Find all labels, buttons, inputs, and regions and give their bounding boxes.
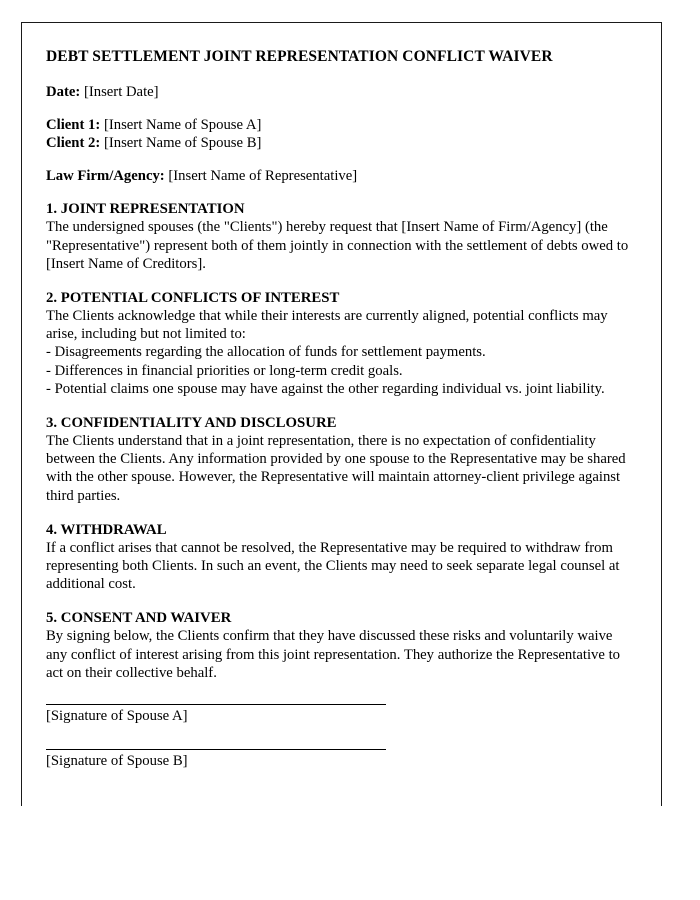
signature-caption: [Signature of Spouse A] xyxy=(46,708,188,725)
signature-block-spouse-a xyxy=(46,704,637,725)
section-body: If a conflict arises that cannot be resolved, the Representative may be required to withdraw from representing both Clients. In such an event, the Clients may need to seek separate legal counsel at additional cost. xyxy=(46,539,620,593)
client2-value: [Insert Name of Spouse B] xyxy=(100,135,262,152)
section-heading: 1. JOINT REPRESENTATION xyxy=(46,201,245,218)
client1-label: Client 1: xyxy=(46,117,101,134)
client1-value: [Insert Name of Spouse A] xyxy=(100,117,262,134)
section-confidentiality xyxy=(46,414,637,505)
firm-line xyxy=(46,167,637,185)
document-content xyxy=(22,23,661,770)
date-block xyxy=(46,83,637,101)
date-line xyxy=(46,83,637,101)
firm-value: [Insert Name of Representative] xyxy=(164,168,358,185)
clients-block xyxy=(46,116,637,152)
section-body: The Clients understand that in a joint representation, there is no expectation of confidentiality between the Clients. Any information provided by one spouse to the Representative may be shared with the other spouse. However, the Representative will maintain attorney-client privilege against third parties. xyxy=(46,433,626,504)
page-title: DEBT SETTLEMENT JOINT REPRESENTATION CONFLICT WAIVER xyxy=(46,48,553,65)
section-withdrawal xyxy=(46,521,637,594)
date-value: [Insert Date] xyxy=(80,84,159,101)
section-body: The undersigned spouses (the "Clients") hereby request that [Insert Name of Firm/Agency] (the "Representative") represent both of them jointly in connection with the settlement of debts owed to [Insert Name of Creditors]. xyxy=(46,219,629,272)
signature-line[interactable] xyxy=(46,749,386,750)
list-item: - Potential claims one spouse may have against the other regarding individual vs. joint liability. xyxy=(46,380,605,397)
section-heading: 3. CONFIDENTIALITY AND DISCLOSURE xyxy=(46,415,337,431)
list-item: - Disagreements regarding the allocation of funds for settlement payments. xyxy=(46,344,486,361)
signature-block-spouse-b xyxy=(46,749,637,770)
section-heading: 4. WITHDRAWAL xyxy=(46,521,167,538)
section-heading: 5. CONSENT AND WAIVER xyxy=(46,610,232,627)
client2-label: Client 2: xyxy=(46,135,101,152)
section-body: The Clients acknowledge that while their interests are currently aligned, potential conflicts may arise, including but not limited to: xyxy=(46,307,608,343)
client2-line xyxy=(46,134,637,152)
section-joint-representation xyxy=(46,200,637,273)
section-consent-waiver xyxy=(46,609,637,682)
section-potential-conflicts xyxy=(46,289,637,398)
date-label: Date: xyxy=(46,84,81,101)
signature-caption: [Signature of Spouse B] xyxy=(46,753,188,770)
signature-line[interactable] xyxy=(46,704,386,705)
section-heading: 2. POTENTIAL CONFLICTS OF INTEREST xyxy=(46,289,340,306)
firm-label: Law Firm/Agency: xyxy=(46,168,165,185)
client1-line xyxy=(46,116,637,134)
list-item: - Differences in financial priorities or long-term credit goals. xyxy=(46,362,403,379)
firm-block xyxy=(46,167,637,185)
document-page xyxy=(21,22,662,806)
section-body: By signing below, the Clients confirm that they have discussed these risks and voluntarily waive any conflict of interest arising from this joint representation. They authorize the Representative to act on their collective behalf. xyxy=(46,628,620,681)
